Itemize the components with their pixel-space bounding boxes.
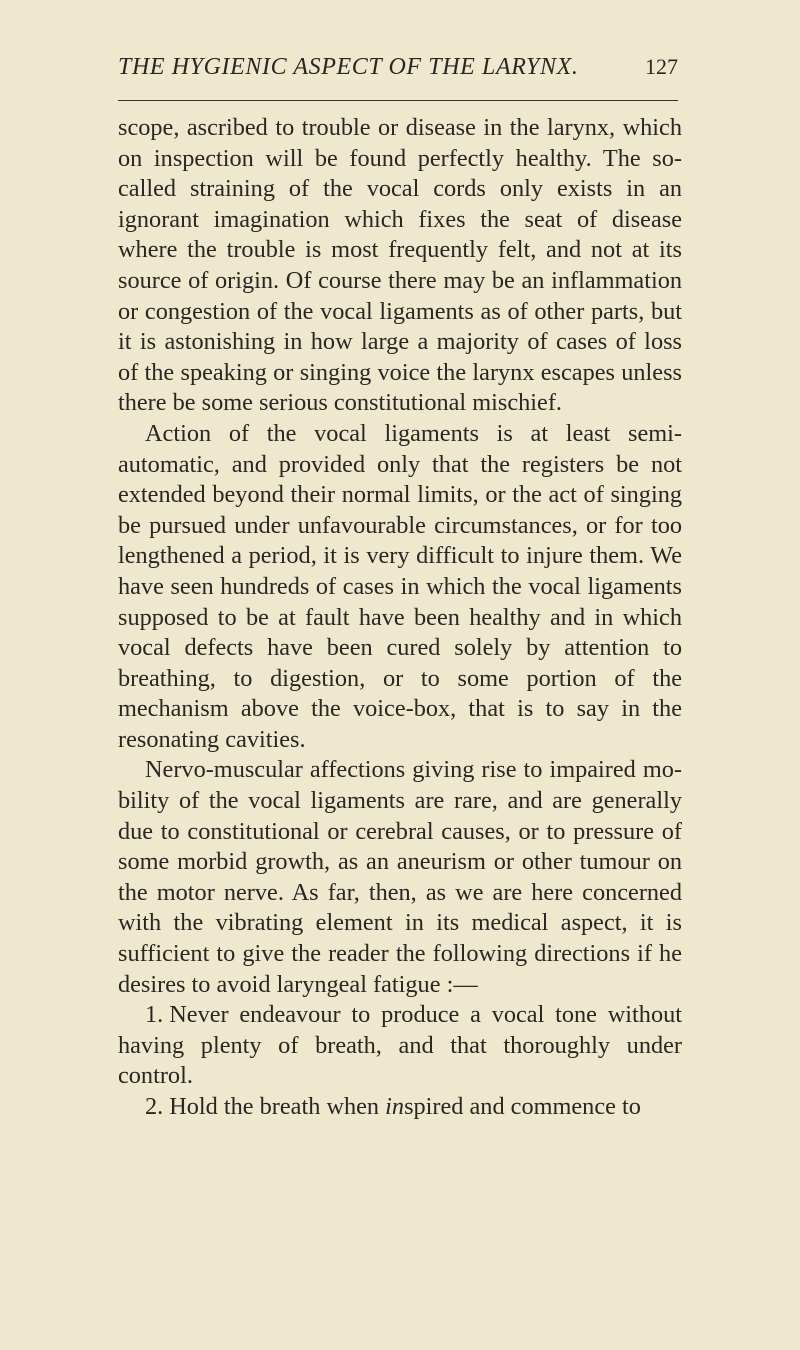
paragraph-vocal-ligaments: Action of the vocal ligaments is at least semi-automatic, and provided only that the registers be not extended beyond their normal limits, or the act of singing be pursued under unfavourable circumstances, or for too lengthened a period, it is very difficult to injure them. We have seen hundreds of cases in which the vocal ligaments supposed to be at fault have been healthy and in which vocal defects have been cured solely by attention to breathing, to digestion, or to some portion of the mechanism above the voice-box, that is to say in the resonating cavities. [118, 419, 682, 753]
direction-text: Hold the breath when [169, 1093, 386, 1120]
direction-number: 1. [145, 1001, 164, 1029]
direction-item-1 [118, 1000, 682, 1092]
body-text [118, 113, 682, 1123]
paragraph-continuation: scope, ascribed to trouble or disease in the larynx, which on inspection will be found perfectly healthy. The so-called straining of the vocal cords only exists in an ignorant imagination which fixes the seat of disease where the trouble is most frequently felt, and not at its source of origin. Of course there may be an inflammation or congestion of the vocal ligaments as of other parts, but it is astonishing in how large a majority of cases of loss of the speaking or singing voice the larynx escapes unless there be some serious constitutional mischief. [118, 114, 682, 417]
direction-emphasis: in [385, 1093, 405, 1120]
direction-text: spired and commence to [404, 1093, 641, 1120]
direction-item-2 [118, 1092, 682, 1123]
header-rule [118, 100, 678, 101]
running-head-title: THE HYGIENIC ASPECT OF THE LARYNX. [118, 54, 579, 80]
direction-number: 2. [145, 1093, 164, 1120]
direction-text: Never endeavour to produce a vocal tone without having plenty of breath, and that thoroughly under control. [118, 1001, 682, 1090]
page-number: 127 [645, 54, 678, 79]
page-header [118, 52, 678, 82]
paragraph-nervo-muscular: Nervo-muscular affections giving rise to impaired mobility of the vocal ligaments are rare, and are generally due to constitutional or cerebral causes, or to pressure of some morbid growth, as an aneurism or other tumour on the motor nerve. As far, then, as we are here concerned with the vibrating element in its medical aspect, it is sufficient to give the reader the following directions if he desires to avoid laryngeal fatigue :— [118, 756, 682, 998]
